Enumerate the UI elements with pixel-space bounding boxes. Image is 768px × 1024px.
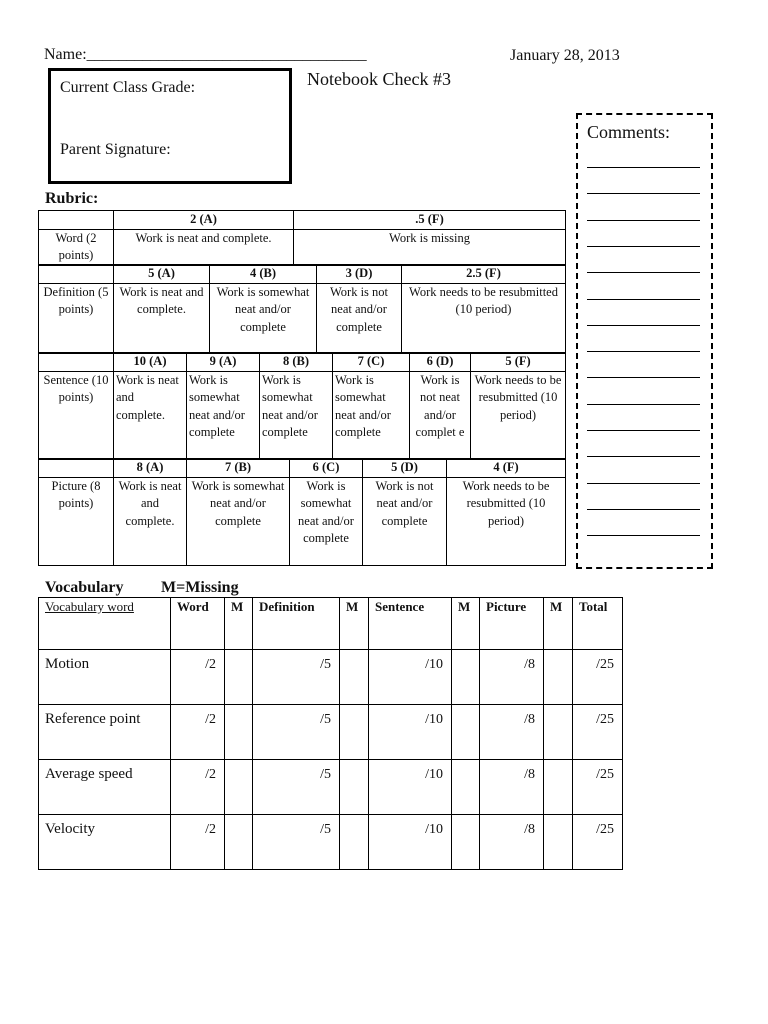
total-score: /25 (573, 760, 623, 815)
column-header: Word (171, 598, 225, 650)
comment-line (587, 220, 700, 221)
missing-cell (452, 650, 480, 705)
missing-cell (340, 815, 369, 870)
sentence-score: /10 (369, 815, 452, 870)
rubric-description: Work is somewhat neat and/or complete (333, 371, 410, 459)
comment-line (587, 193, 700, 194)
comment-line (587, 535, 700, 536)
vocabulary-word: Motion (39, 650, 171, 705)
comment-line (587, 377, 700, 378)
table-row (39, 705, 623, 760)
picture-score: /8 (480, 650, 544, 705)
missing-cell (452, 760, 480, 815)
table-row (39, 650, 623, 705)
column-header: M (225, 598, 253, 650)
rubric-category-label: Picture (8 points) (39, 477, 114, 565)
rubric-description: Work is not neat and/or complet e (410, 371, 471, 459)
rubric-score: 8 (A) (114, 459, 187, 478)
word-score: /2 (171, 760, 225, 815)
rubric-sentence-table (38, 352, 566, 460)
missing-cell (225, 705, 253, 760)
rubric-description: Work is not neat and/or complete (363, 477, 447, 565)
current-grade-label: Current Class Grade: (60, 79, 196, 96)
vocabulary-table (38, 597, 623, 870)
comment-line (587, 272, 700, 273)
missing-cell (340, 760, 369, 815)
comments-box (576, 113, 713, 569)
rubric-category-label: Sentence (10 points) (39, 371, 114, 459)
missing-cell (340, 650, 369, 705)
picture-score: /8 (480, 705, 544, 760)
rubric-score: 6 (C) (290, 459, 363, 478)
rubric-description: Work is somewhat neat and/or complete (210, 283, 317, 353)
missing-key: M=Missing (161, 579, 239, 596)
missing-cell (452, 815, 480, 870)
comment-line (587, 456, 700, 457)
word-score: /2 (171, 650, 225, 705)
column-header: Vocabulary word (39, 598, 171, 650)
rubric-score: .5 (F) (294, 211, 566, 230)
column-header: Picture (480, 598, 544, 650)
rubric-score: 10 (A) (114, 353, 187, 372)
rubric-score: 6 (D) (410, 353, 471, 372)
column-header: Total (573, 598, 623, 650)
missing-cell (544, 705, 573, 760)
missing-cell (544, 760, 573, 815)
rubric-description: Work needs to be resubmitted (10 period) (402, 283, 566, 353)
rubric-score: 4 (F) (447, 459, 566, 478)
rubric-picture-table (38, 458, 566, 566)
definition-score: /5 (253, 705, 340, 760)
sentence-score: /10 (369, 760, 452, 815)
total-score: /25 (573, 705, 623, 760)
missing-cell (340, 705, 369, 760)
sentence-score: /10 (369, 650, 452, 705)
definition-score: /5 (253, 650, 340, 705)
missing-cell (544, 650, 573, 705)
missing-cell (225, 760, 253, 815)
grade-signature-box (48, 68, 292, 184)
comments-title: Comments: (587, 122, 671, 142)
rubric-score: 2 (A) (114, 211, 294, 230)
rubric-description: Work is neat and complete. (114, 229, 294, 265)
total-score: /25 (573, 650, 623, 705)
rubric-blank-cell (39, 353, 114, 372)
picture-score: /8 (480, 760, 544, 815)
table-row (39, 815, 623, 870)
comment-line (587, 509, 700, 510)
comment-line (587, 351, 700, 352)
missing-cell (452, 705, 480, 760)
sentence-score: /10 (369, 705, 452, 760)
rubric-description: Work is missing (294, 229, 566, 265)
rubric-score: 5 (F) (471, 353, 566, 372)
column-header: M (340, 598, 369, 650)
vocabulary-title: Vocabulary (45, 579, 124, 596)
rubric-score: 5 (A) (114, 265, 210, 284)
missing-cell (544, 815, 573, 870)
comment-line (587, 325, 700, 326)
rubric-description: Work is neat and complete. (114, 371, 187, 459)
rubric-description: Work is neat and complete. (114, 283, 210, 353)
column-header: M (544, 598, 573, 650)
rubric-description: Work is somewhat neat and/or complete (187, 477, 290, 565)
column-header: Definition (253, 598, 340, 650)
rubric-score: 3 (D) (317, 265, 402, 284)
rubric-blank-cell (39, 265, 114, 284)
rubric-word-table (38, 210, 566, 266)
parent-signature-label: Parent Signature: (60, 141, 171, 158)
rubric-label: Rubric: (45, 190, 99, 207)
rubric-score: 4 (B) (210, 265, 317, 284)
missing-cell (225, 650, 253, 705)
rubric-category-label: Word (2 points) (39, 229, 114, 265)
table-row (39, 760, 623, 815)
comment-line (587, 483, 700, 484)
comment-line (587, 246, 700, 247)
rubric-description: Work needs to be resubmitted (10 period) (471, 371, 566, 459)
rubric-score: 2.5 (F) (402, 265, 566, 284)
rubric-score: 7 (B) (187, 459, 290, 478)
definition-score: /5 (253, 760, 340, 815)
rubric-description: Work is neat and complete. (114, 477, 187, 565)
comment-line (587, 167, 700, 168)
rubric-description: Work is somewhat neat and/or complete (187, 371, 260, 459)
missing-cell (225, 815, 253, 870)
total-score: /25 (573, 815, 623, 870)
definition-score: /5 (253, 815, 340, 870)
comment-line (587, 404, 700, 405)
rubric-description: Work is somewhat neat and/or complete (290, 477, 363, 565)
date: January 28, 2013 (510, 47, 620, 64)
word-score: /2 (171, 705, 225, 760)
picture-score: /8 (480, 815, 544, 870)
vocabulary-word: Velocity (39, 815, 171, 870)
rubric-blank-cell (39, 211, 114, 230)
rubric-score: 8 (B) (260, 353, 333, 372)
name-field-label: Name:___________________________________ (44, 46, 367, 63)
rubric-category-label: Definition (5 points) (39, 283, 114, 353)
page-title: Notebook Check #3 (307, 69, 451, 89)
rubric-score: 7 (C) (333, 353, 410, 372)
column-header: M (452, 598, 480, 650)
rubric-score: 5 (D) (363, 459, 447, 478)
rubric-blank-cell (39, 459, 114, 478)
vocabulary-word: Reference point (39, 705, 171, 760)
comment-line (587, 299, 700, 300)
rubric-description: Work needs to be resubmitted (10 period) (447, 477, 566, 565)
rubric-score: 9 (A) (187, 353, 260, 372)
comment-line (587, 430, 700, 431)
vocabulary-header-row (39, 598, 623, 650)
word-score: /2 (171, 815, 225, 870)
rubric-description: Work is somewhat neat and/or complete (260, 371, 333, 459)
column-header: Sentence (369, 598, 452, 650)
rubric-description: Work is not neat and/or complete (317, 283, 402, 353)
rubric-definition-table (38, 264, 566, 354)
vocabulary-word: Average speed (39, 760, 171, 815)
